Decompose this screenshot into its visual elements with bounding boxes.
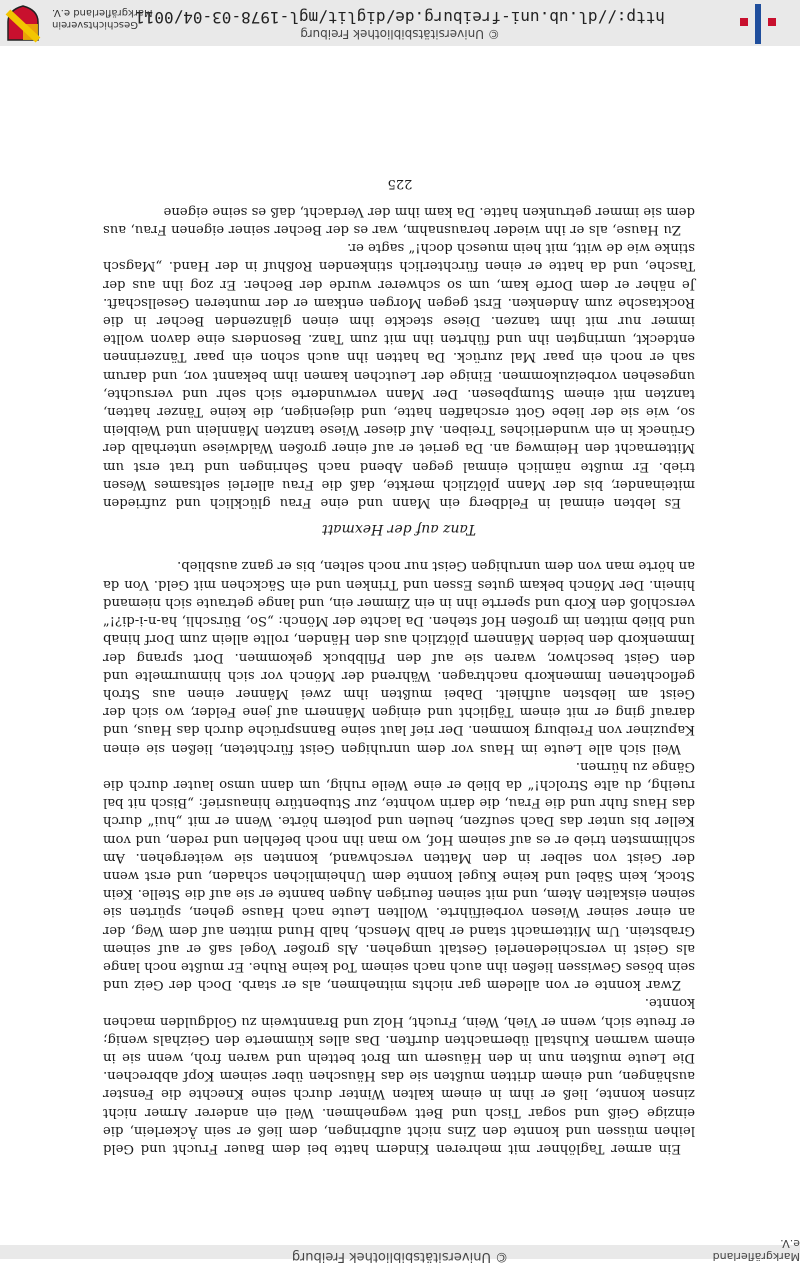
university-library-logo-icon [740,4,776,44]
society-crest-icon [6,4,40,42]
paragraph: Ein armer Taglöhner mit mehreren Kindern hatte bei dem Bauer Frucht und Geld leihen müssen und konnte den Zins nicht aufbringen, dem ließ er sein Äckerlein, die einzige Geiß und sogar Tisch und Bett wegnehmen. Weil ein anderer Armer nicht zinsen konnte, ließ er ihm in einem kalten Winter durch seine Knechte die Fenster aushängen, und einem dritten mußten sie das Häuschen über seinem Kopf abbrechen. Die Leute mußten nun in den Häusern um Brot betteln und waren froh, wenn sie in einem warmen Kuhstall übernachten durften. Das alles kümmerte den Geizhals wenig; er freute sich, wenn er Vieh, Wein, Frucht, Holz und Branntwein zu Goldgulden machen konnte. [103,995,695,1156]
story-2 [103,202,695,537]
footer-copyright: © Universitätsbibliothek Freiburg [300,27,500,41]
paragraph: Es lebten einmal in Feldberg ein Mann und eine Frau glücklich und zufrieden miteinander, bis der Mann plötzlich merkte, daß die Frau allerlei seltsames Wesen trieb. Er mußte nämlich einmal gegen Abend nach Sehringen und trat erst um Mitternacht den Heimweg an. Da geriet er auf einer großen Waldwiese unterhalb der Grüneck in ein wunderliches Treiben. Auf dieser Wiese tanzten Männlein und Weiblein so, wie sie der liebe Gott erschaffen hatte, und diejenigen, die keine Tänzer hatten, tanzten mit einem Stumpbesen. Der Mann verwunderte sich sehr und versuchte, ungesehen vorbeizukommen. Einige der Leutchen kamen ihm bekannt vor, und darum sah er noch ein paar Mal zurück. Da hatten ihn auch schon ein paar Tänzerinnen entdeckt, umringten ihn und führten ihn mit zum Tanz. Besonders eine davon wollte immer nur mit ihm tanzen. Diese steckte ihm einen glänzenden Becher in die Rocktasche zum Andenken. Erst gegen Morgen entkam er der munteren Gesellschaft. Je näher er dem Dorfe kam, um so schwerer wurde der Becher. Er zog ihn aus der Tasche, und da hatte er einen fürchterlich stinkenden Roßhuf in der Hand. „Magsch stinke wie de witt, mit hein muesch doch!“ sagte er. [103,240,695,510]
paragraph: Zu Hause, als er ihn wieder herausnahm, war es der Becher seiner eigenen Frau, aus dem sie immer getrunken hatte. Da kam ihm der Verdacht, daß es seine eigene [103,203,695,237]
top-society: Markgräflerland e.V. [712,1237,800,1263]
story-title: Tanz auf der Hexmatt [321,521,477,537]
top-copyright: © Universitätsbibliothek Freiburg [291,1249,509,1264]
society-name: Geschichtsverein Markgräflerland e.V. [52,7,153,30]
story-1 [103,556,695,1157]
top-strip [0,1237,800,1264]
page-number: 225 [387,176,413,191]
paragraph: Weil sich alle Leute im Haus vor dem unruhigen Geist fürchteten, ließen sie einen Kapuziner von Freiburg kommen. Der rief laut seine Bannsprüche durch das Haus, und darauf ging er mit einem Täglicht und einigen Männern auf jene Felder, wo sich der Geist am liebsten aufhielt. Dabei mußten ihm zwei Männer einen aus Stroh geflochtenen Immenkorb nachtragen. Während der Mönch vor sich hinmurmelte und den Geist beschwor, waren sie auf den Pfilbbuck gekommen. Dort sprang der Immenkorb den beiden Männern plötzlich aus den Händen, rollte allein zum Dorf hinab und blieb mitten im großen Hof stehen. Da lachte der Mönch: „So, Bürschli, ha-n-i-di?!“ verschloß den Korb und sperrte ihn in ein Zimmer ein, und lange getraute sich niemand hinein. Der Mönch bekam gutes Essen und Trinken und ein Säckchen mit Geld. Von da an hörte man von dem unruhigen Geist nur noch selten, bis er ganz ausblieb. [103,558,695,756]
footer-url[interactable]: http://dl.ub.uni-freiburg.de/diglit/mgl-1978-03-04/0011 [135,8,665,27]
paragraph: Zwar konnte er von alledem gar nichts mitnehmen, als er starb. Doch der Geiz und sein böses Gewissen ließen ihn auch nach seinem Tod keine Ruhe. Er mußte noch lange als Geist in verschiedenerlei Gestalt umgehen. Als großer Vogel saß er auf seinem Grabstein. Um Mitternacht stand er halb Mensch, halb Hund mitten auf dem Weg, der an einer seiner Wiesen vorbeiführte. Wollten Leute nach Hause gehen, spürten sie seinen eiskalten Atem, und mit seinen feurigen Augen bannte er sie auf die Stelle. Kein Stock, kein Säbel und keine Kugel konnte dem Unheimlichen schaden, und erst wenn der Geist von selber in den Matten verschwand, konnten sie weitergehen. Am schlimmsten trieb er es auf seinem Hof, wo man ihn noch befehlen und reden, und vom Keller bis unter das Dach seufzen, heulen und poltern hörte. Wenn er mit „hui“ durch das Haus fuhr und die Frau, die darin wohnte, zur Stubentüre hinausrief: „Bisch nit bal rueihg, du alte Strolch!“ da blieb er eine Weile ruhig, um dann umso lauter durch die Gänge zu hürnen. [103,758,695,993]
